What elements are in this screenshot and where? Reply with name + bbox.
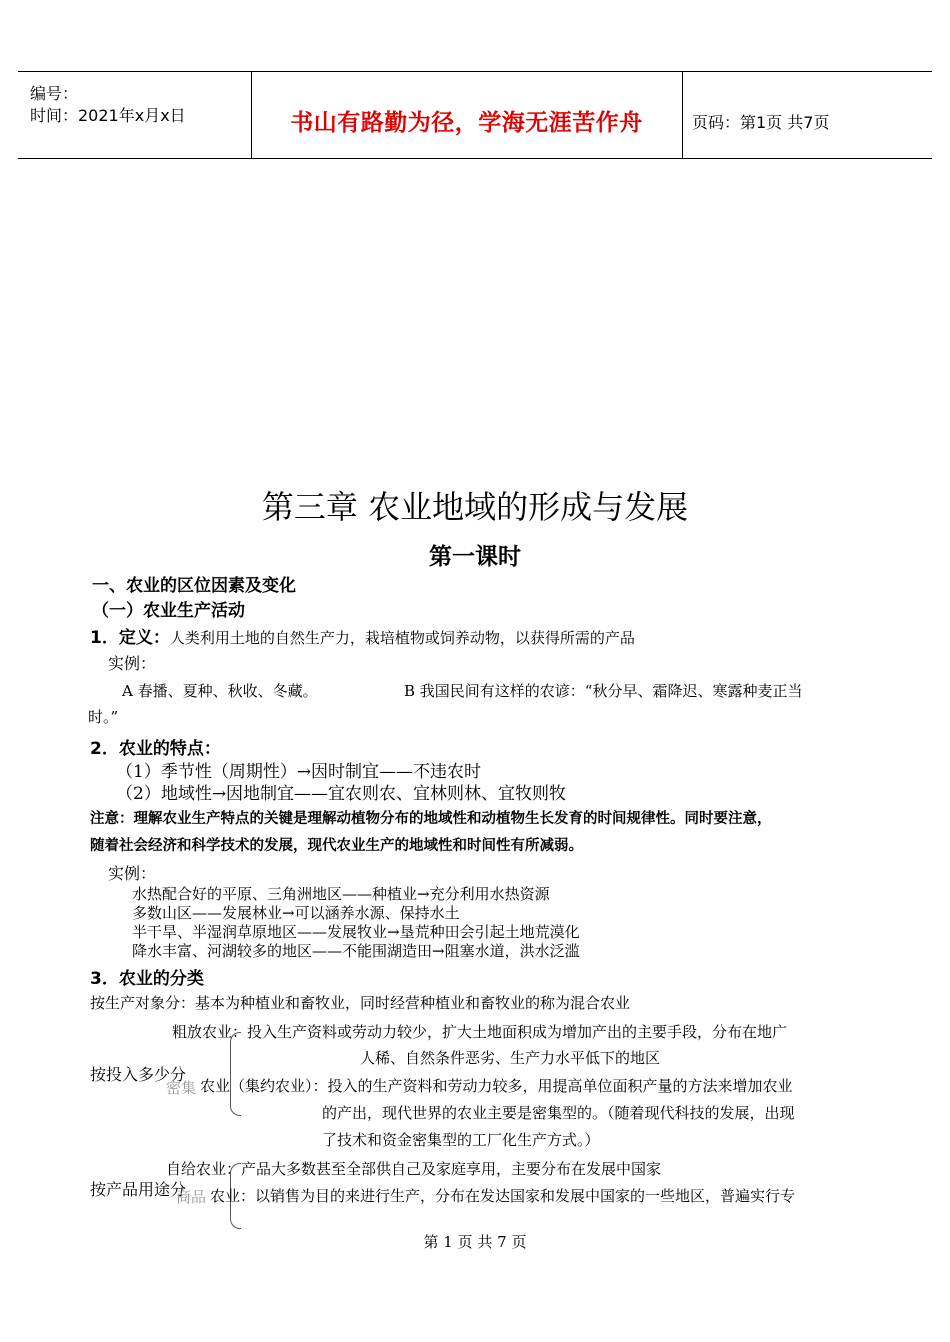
header-meta-cell: [18, 72, 252, 158]
commercial-prefix: 商品: [176, 1188, 207, 1206]
definition-text: 人类利用土地的自然生产力，栽培植物或饲养动物，以获得所需的产品: [169, 629, 635, 647]
intensive-line: 农业（集约农业）：投入的生产资料和劳动力较多，用提高单位面积产量的方法来增加农业: [200, 1077, 793, 1095]
example-b-continued: 时。”: [88, 708, 119, 726]
intensive-line: 了技术和资金密集型的工厂化生产方式。）: [322, 1131, 600, 1149]
example-b: B 我国民间有这样的农谚：“秋分早、霜降迟、寒露种麦正当: [404, 682, 803, 700]
definition-label: 1．定义：: [90, 628, 170, 648]
doc-time-label: 时间：2021年x月x日: [30, 106, 186, 125]
page-count-label: 页码：第1页 共7页: [692, 113, 830, 132]
header-motto-cell: [251, 72, 683, 158]
by-input-label: 按投入多少分: [90, 1065, 187, 1084]
chapter-title: 第三章 农业地域的形成与发展: [261, 488, 689, 526]
subsection-heading: （一）农业生产活动: [92, 601, 245, 621]
note-line: 注意：理解农业生产特点的关键是理解动植物分布的地域性和动植物生长发育的时间规律性。同时要注意，: [90, 811, 772, 827]
example-label: 实例：: [108, 654, 157, 673]
example-a: A 春播、夏种、秋收、冬藏。: [122, 682, 318, 700]
extensive-line: 人稀、自然条件恶劣、生产力水平低下的地区: [360, 1049, 661, 1067]
trait-item: （2）地域性→因地制宜——宜农则农、宜林则林、宜牧则牧: [116, 784, 567, 804]
motto-text: 书山有路勤为径，学海无涯苦作舟: [290, 110, 643, 136]
classification-heading: 3．农业的分类: [90, 969, 204, 989]
extensive-line: 粗放农业：投入生产资料或劳动力较少，扩大土地面积成为增加产出的主要手段，分布在地广: [172, 1023, 788, 1041]
example-item: 水热配合好的平原、三角洲地区——种植业→充分利用水热资源: [132, 885, 550, 903]
definition-line: [90, 623, 635, 648]
page-footer: 第 1 页 共 7 页: [423, 1233, 527, 1251]
by-object-line: 按生产对象分：基本为种植业和畜牧业，同时经营种植业和畜牧业的称为混合农业: [90, 994, 631, 1012]
trait-item: （1）季节性（周期性）→因时制宜——不违农时: [116, 762, 482, 782]
intensive-prefix: 密集: [166, 1079, 197, 1097]
example-item: 多数山区——发展林业→可以涵养水源、保持水土: [132, 904, 460, 922]
section-heading: 一、农业的区位因素及变化: [92, 576, 296, 596]
example-label: 实例：: [108, 864, 157, 883]
header-page-cell: [682, 72, 932, 158]
note-line: 随着社会经济和科学技术的发展，现代农业生产的地域性和时间性有所减弱。: [90, 838, 583, 854]
input-brace: [230, 1032, 241, 1116]
doc-number-label: 编号：: [30, 84, 79, 103]
by-use-label: 按产品用途分: [90, 1180, 187, 1199]
header-table: [18, 71, 932, 159]
subsistence-line: 自给农业：产品大多数甚至全部供自己及家庭享用，主要分布在发展中国家: [166, 1160, 662, 1178]
example-item: 半干旱、半湿润草原地区——发展牧业→垦荒种田会引起土地荒漠化: [132, 923, 580, 941]
commercial-line: 农业：以销售为目的来进行生产，分布在发达国家和发展中国家的一些地区，普遍实行专: [210, 1187, 796, 1205]
traits-heading: 2．农业的特点：: [90, 739, 221, 759]
intensive-line: 的产出，现代世界的农业主要是密集型的。（随着现代科技的发展，出现: [322, 1104, 795, 1122]
lesson-subtitle: 第一课时: [429, 544, 521, 570]
example-item: 降水丰富、河湖较多的地区——不能围湖造田→阻塞水道，洪水泛滥: [132, 942, 580, 960]
